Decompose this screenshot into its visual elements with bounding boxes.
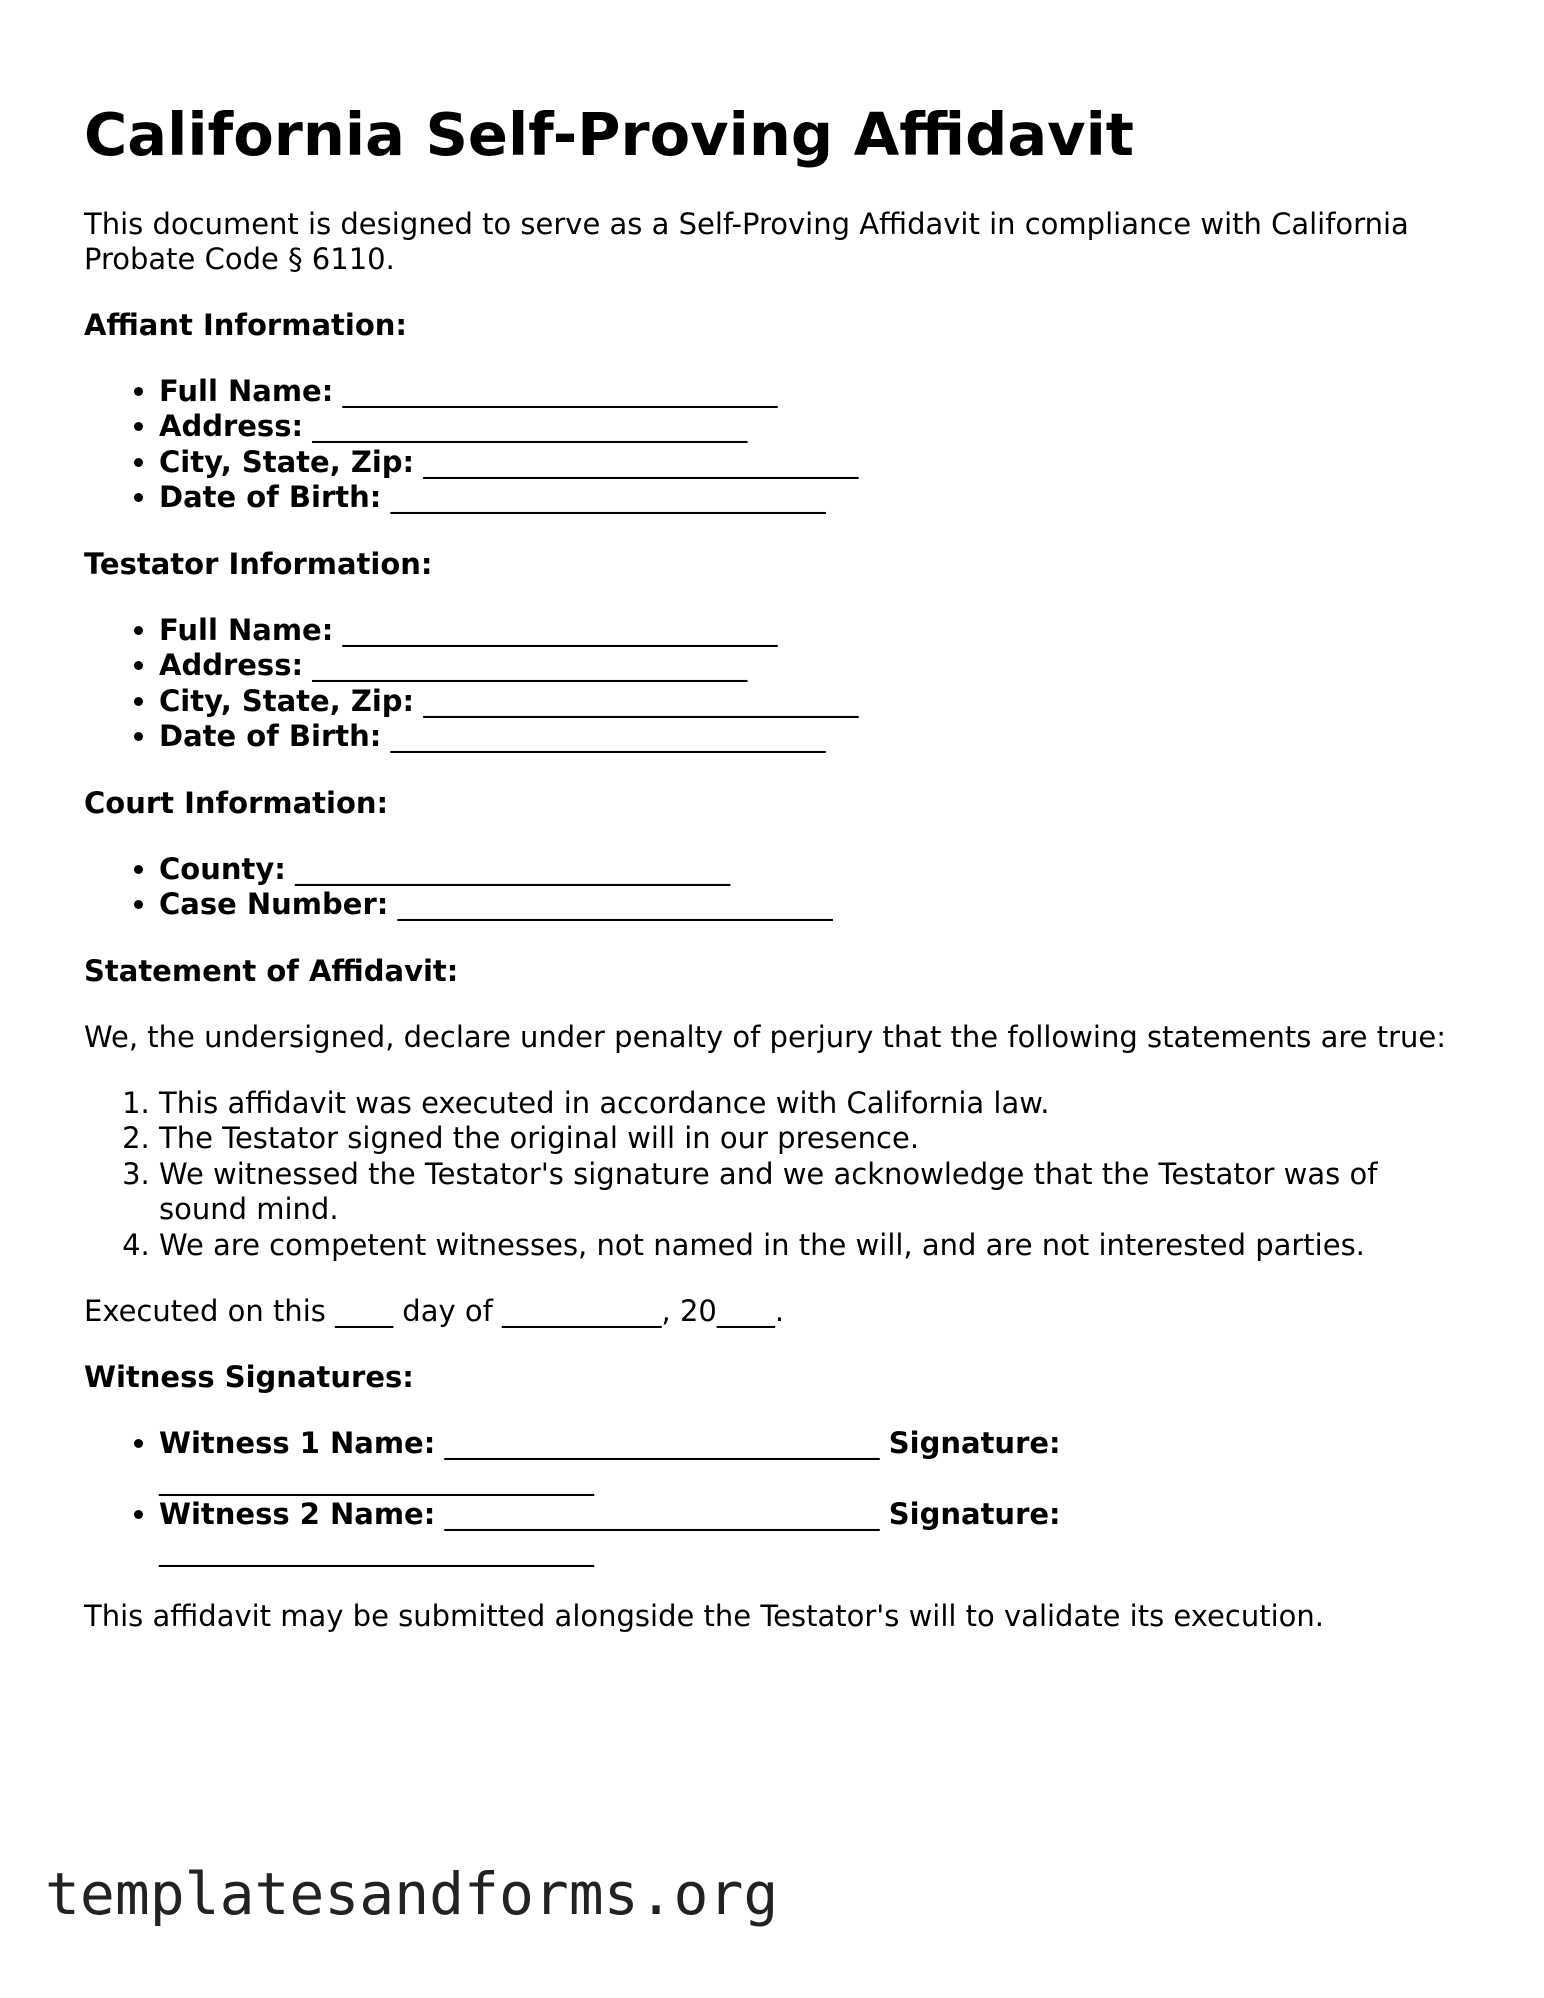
- statement-item: 2. The Testator signed the original will in our presence.: [159, 1121, 1464, 1157]
- court-fields: [84, 852, 1464, 923]
- court-heading: Court Information:: [84, 785, 389, 820]
- court-case-number-field: • Case Number: ______________________________: [159, 887, 1464, 923]
- witness-2-field: • Witness 2 Name: ______________________________ Signature: ______________________________: [159, 1497, 1464, 1568]
- statement-item: 4. We are competent witnesses, not named in the will, and are not interested parties.: [159, 1228, 1464, 1264]
- testator-fields: [84, 613, 1464, 755]
- testator-address-field: • Address: ______________________________: [159, 648, 1464, 684]
- intro-paragraph: This document is designed to serve as a Self-Proving Affidavit in compliance with California Probate Code § 6110.: [84, 206, 1409, 276]
- document-page: [84, 100, 1464, 1665]
- statement-item: 1. This affidavit was executed in accordance with California law.: [159, 1086, 1464, 1122]
- closing-paragraph: This affidavit may be submitted alongside the Testator's will to validate its execution.: [84, 1599, 1324, 1634]
- affiant-full-name-field: • Full Name: ______________________________: [159, 374, 1464, 410]
- statement-lead: We, the undersigned, declare under penalty of perjury that the following statements are true:: [84, 1019, 1446, 1054]
- document-title: California Self-Proving Affidavit: [84, 100, 1135, 169]
- witness-fields: [84, 1426, 1464, 1568]
- executed-line: Executed on this ____ day of ___________, 20____.: [84, 1294, 785, 1329]
- affiant-address-field: • Address: ______________________________: [159, 409, 1464, 445]
- affiant-heading: Affiant Information:: [84, 307, 407, 342]
- testator-heading: Testator Information:: [84, 546, 433, 581]
- statement-items: [84, 1086, 1464, 1264]
- testator-full-name-field: • Full Name: ______________________________: [159, 613, 1464, 649]
- affiant-city-state-zip-field: • City, State, Zip: ______________________________: [159, 445, 1464, 481]
- watermark: templatesandforms.org: [45, 1860, 779, 1928]
- court-county-field: • County: ______________________________: [159, 852, 1464, 888]
- statement-heading: Statement of Affidavit:: [84, 953, 459, 988]
- statement-item: 3. We witnessed the Testator's signature and we acknowledge that the Testator was of sound mind.: [159, 1157, 1464, 1228]
- witness-heading: Witness Signatures:: [84, 1360, 414, 1395]
- affiant-date-of-birth-field: • Date of Birth: ______________________________: [159, 480, 1464, 516]
- testator-date-of-birth-field: • Date of Birth: ______________________________: [159, 719, 1464, 755]
- witness-1-field: • Witness 1 Name: ______________________________ Signature: ______________________________: [159, 1426, 1464, 1497]
- testator-city-state-zip-field: • City, State, Zip: ______________________________: [159, 684, 1464, 720]
- affiant-fields: [84, 374, 1464, 516]
